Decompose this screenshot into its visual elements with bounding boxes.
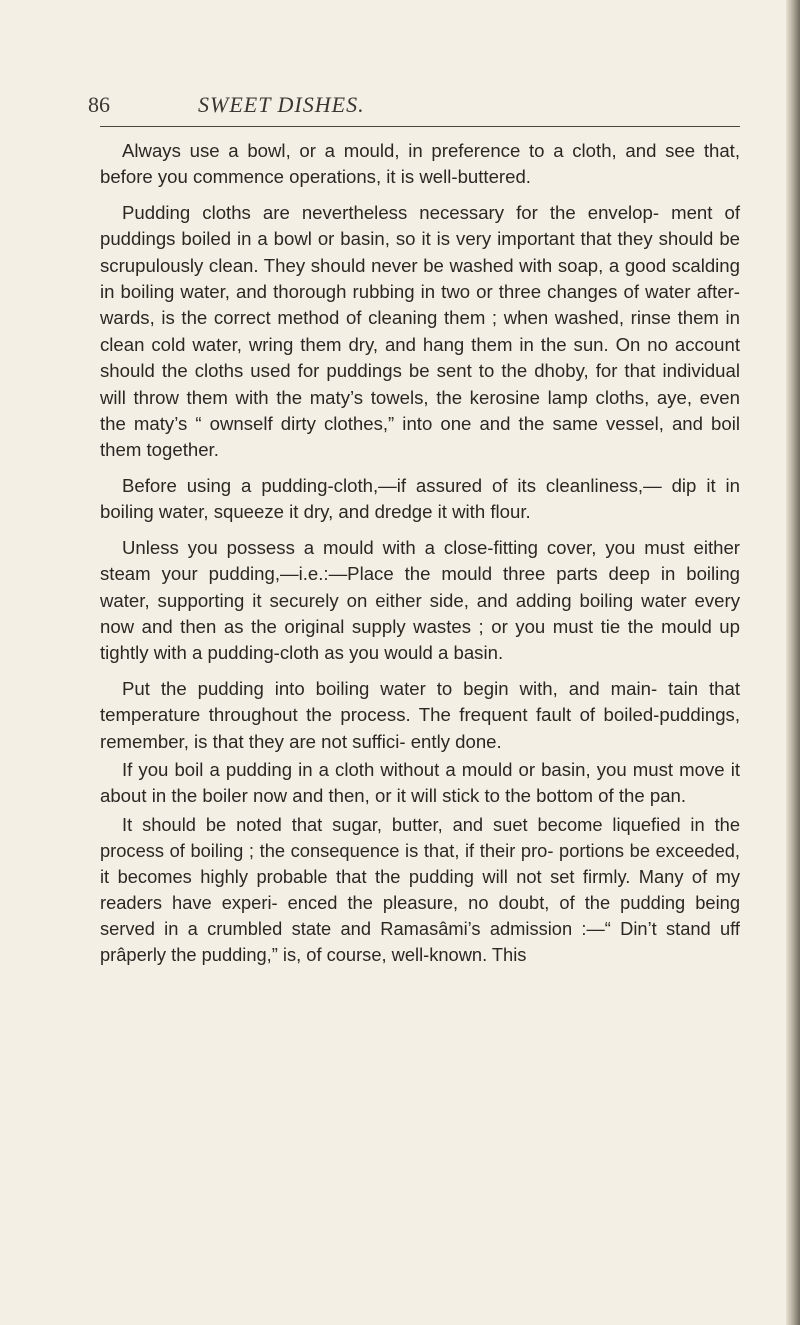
paragraph: Pudding cloths are nevertheless necessary for the envelop- ment of puddings boiled in a bowl or basin, so it is very important that they should be scrupulously clean. They should never be washed with soap, a good scalding in boiling water, and thorough rubbing in two or three changes of water after- wards, is the correct method of cleaning them ; when washed, rinse them in clean cold water, wring them dry, and hang them in the sun. On no account should the cloths used for puddings be sent to the dhoby, for that individual will throw them with the maty’s towels, the kerosine lamp cloths, aye, even the maty’s “ ownself dirty clothes,” into one and the same vessel, and boil them together. [100, 201, 740, 461]
running-title: SWEET DISHES. [198, 92, 365, 117]
paragraph: Before using a pudding-cloth,—if assured of its cleanliness,— dip it in boiling water, squeeze it dry, and dredge it with flour. [100, 474, 740, 523]
body-text [100, 138, 740, 977]
paragraph: Unless you possess a mould with a close-fitting cover, you must either steam your pudding,—i.e.:—Place the mould three parts deep in boiling water, supporting it securely on either side, and adding boiling water every now and then as the original supply wastes ; or you must tie the mould up tightly with a pudding-cloth as you would a basin. [100, 536, 740, 664]
page-number: 86 [88, 92, 110, 117]
page-edge-shadow [786, 0, 800, 1325]
paragraph: It should be noted that sugar, butter, and suet become liquefied in the process of boiling ; the consequence is that, if their pro- portions be exceeded, it becomes highly probable that the pudding will not set firmly. Many of my readers have experi- enced the pleasure, no doubt, of the pudding being served in a crumbled state and Ramasâmi’s admission :—“ Din’t stand uff prâperly the pudding,” is, of course, well-known. This [100, 813, 740, 965]
paragraph: If you boil a pudding in a cloth without a mould or basin, you must move it about in the boiler now and then, or it will stick to the bottom of the pan. [100, 758, 740, 807]
paragraph: Put the pudding into boiling water to begin with, and main- tain that temperature throughout the process. The frequent fault of boiled-puddings, remember, is that they are not suffici- ently done. [100, 677, 740, 752]
header-rule [100, 126, 740, 127]
paragraph: Always use a bowl, or a mould, in preference to a cloth, and see that, before you commence operations, it is well-buttered. [100, 140, 740, 188]
